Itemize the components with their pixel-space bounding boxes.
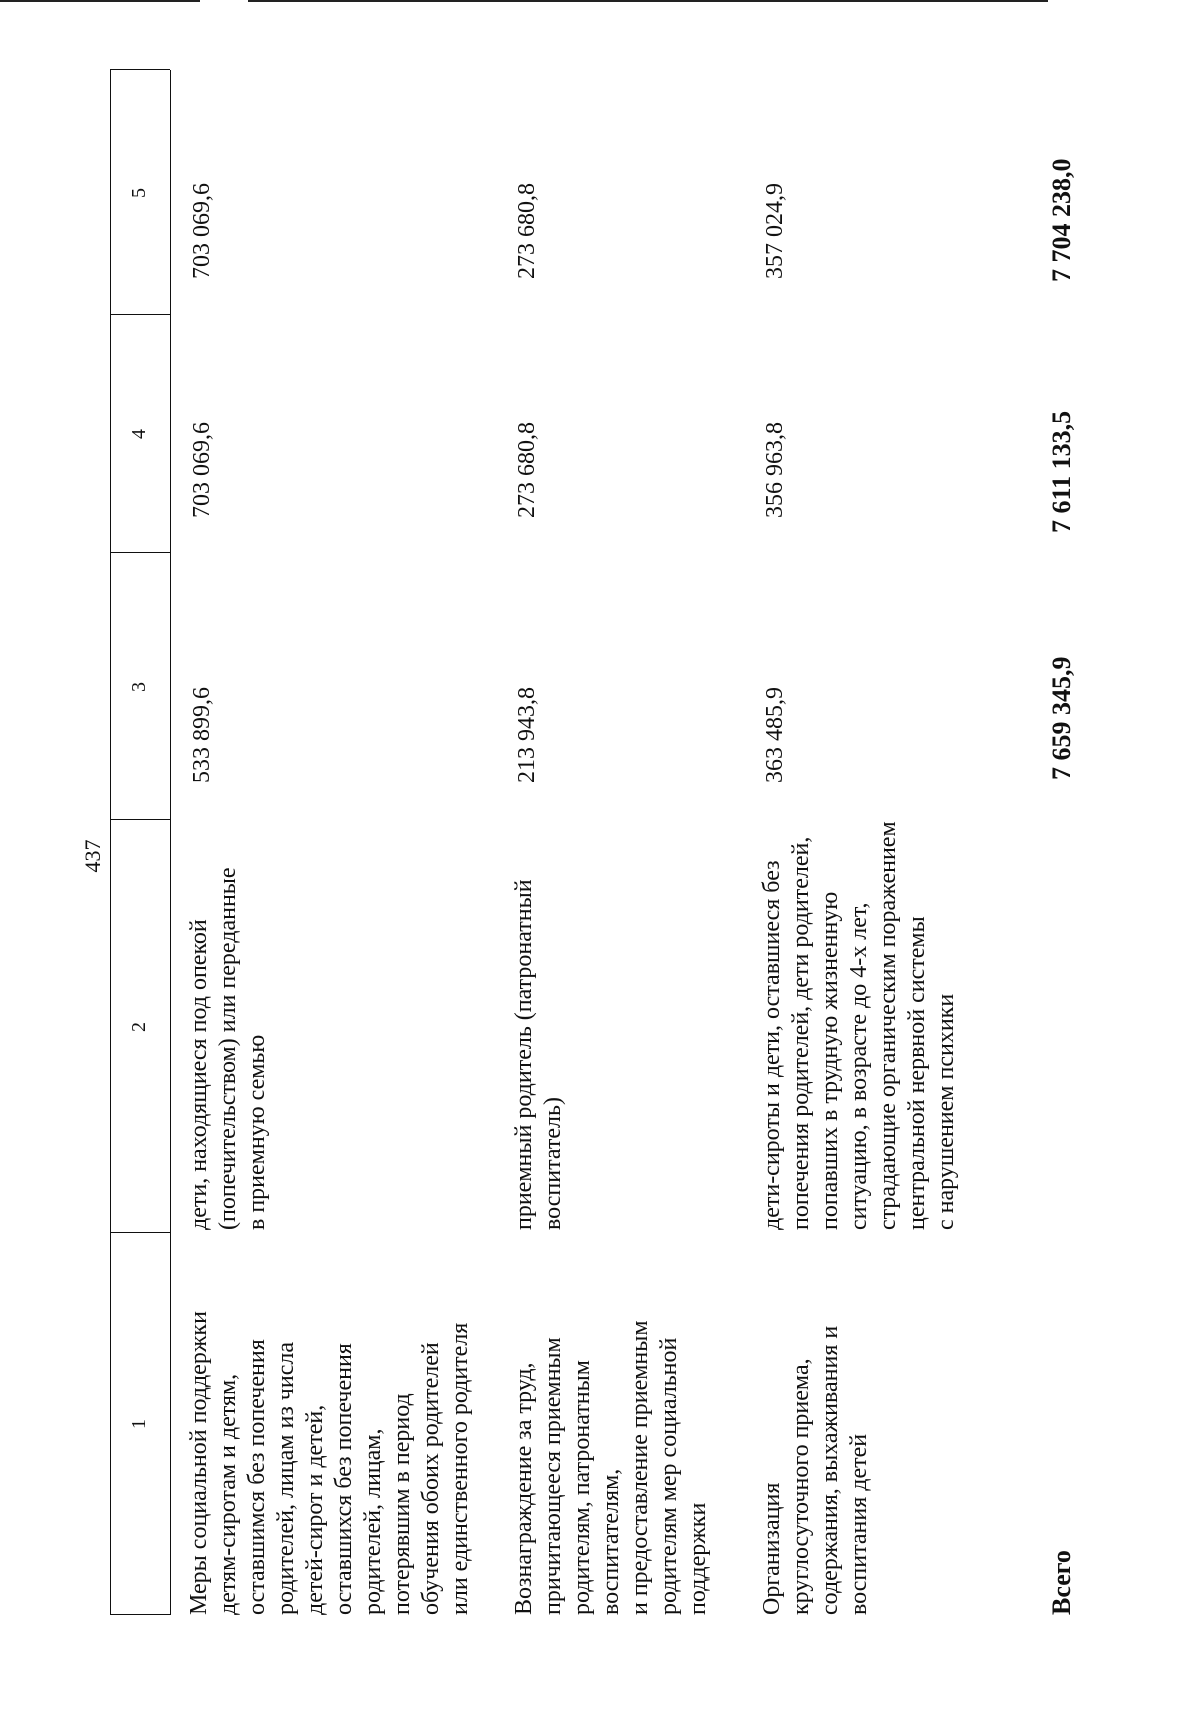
row-3-recipients: дети-сироты и дети, оставшиеся без попечения родителей, дети родителей, попавших в трудную жизненную ситуацию, в возрасте до 4-х лет, страдающие органическим поражением центральной нервной системы с нарушением психики	[759, 821, 959, 1230]
row-1-recipients: дети, находящиеся под опекой (попечительством) или переданные в приемную семью	[186, 867, 270, 1230]
column-header-3: 3	[128, 682, 150, 692]
row-2-measure: Вознаграждение за труд, причитающееся приемным родителям, патронатным воспитателям, и предоставление приемным родителям мер социальной поддержки	[511, 1320, 711, 1615]
column-header-1: 1	[128, 1419, 150, 1429]
total-col3: 7 659 345,9	[1047, 656, 1076, 780]
row-3-measure: Организация круглосуточного приема, содержания, выхаживания и воспитания детей	[759, 1325, 872, 1615]
header-separator	[110, 69, 170, 70]
row-1-col4: 703 069,6	[189, 422, 215, 518]
row-2-col3: 213 943,8	[514, 687, 540, 783]
row-1-measure: Меры социальной поддержки детям-сиротам и детям, оставшимся без попечения родителей, лицам из числа детей-сирот и детей, оставшихся без попечения родителей, лицам, потерявшим в период обучения обоих родителей или единственного родителя	[186, 1311, 473, 1615]
budget-table	[110, 55, 1080, 1615]
row-2-col4: 273 680,8	[514, 422, 540, 518]
page-number: 437	[80, 839, 105, 873]
total-col5: 7 704 238,0	[1047, 158, 1076, 282]
total-label: Всего	[1047, 1550, 1076, 1615]
header-top-rule	[110, 70, 111, 1615]
row-1-col3: 533 899,6	[189, 687, 215, 783]
column-header-5: 5	[128, 188, 150, 198]
row-1-col5: 703 069,6	[189, 183, 215, 279]
row-3-col4: 356 963,8	[762, 422, 788, 518]
header-separator	[110, 552, 170, 553]
row-3-col5: 357 024,9	[762, 183, 788, 279]
header-separator	[110, 1232, 170, 1233]
header-separator	[110, 1614, 170, 1615]
column-header-2: 2	[128, 1022, 150, 1032]
column-header-4: 4	[128, 429, 150, 439]
total-col4: 7 611 133,5	[1047, 410, 1076, 533]
row-2-col5: 273 680,8	[514, 183, 540, 279]
header-bottom-rule	[170, 70, 171, 1615]
header-separator	[110, 314, 170, 315]
row-3-col3: 363 485,9	[762, 687, 788, 783]
row-2-recipients: приемный родитель (патронатный воспитатель)	[511, 879, 566, 1230]
header-separator	[110, 819, 170, 820]
